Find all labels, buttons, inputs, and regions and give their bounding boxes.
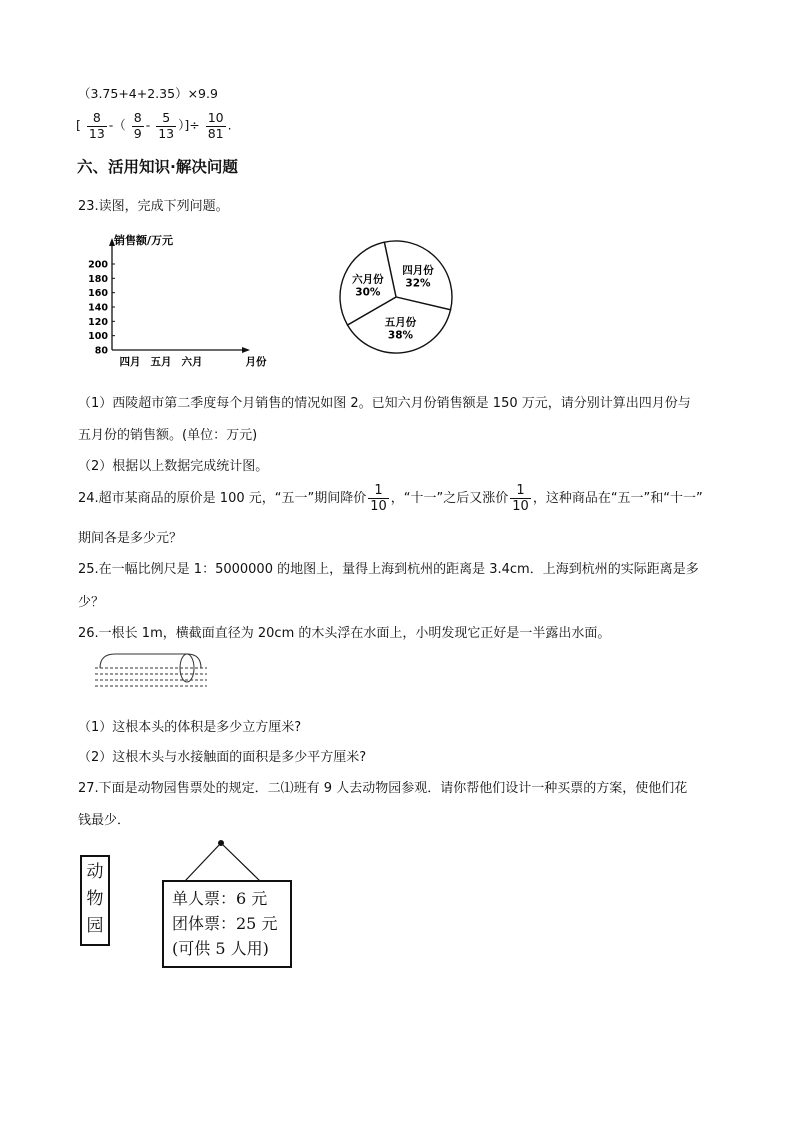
- q27-line1: 27.下面是动物园售票处的规定．二⑴班有 9 人去动物园参观．请你帮他们设计一种买票的方案，使他们花: [78, 781, 688, 796]
- single-ticket-price: 单人票：6 元: [172, 889, 268, 908]
- x-category-label: 五月: [150, 356, 172, 368]
- y-tick-label: 200: [88, 259, 108, 271]
- q26-part1: （1）这根本头的体积是多少立方厘米?: [78, 720, 302, 735]
- log-outline: [100, 654, 201, 668]
- pie-chart: [335, 236, 457, 358]
- q24-fraction-1: $\frac{1}{10}$: [370, 483, 387, 514]
- q26-title: 26.一根长 1m，横截面直径为 20cm 的木头浮在水面上，小明发现它正好是一半露出水面。: [78, 626, 611, 641]
- q24-text-a: 24.超市某商品的原价是 100 元，“五一”期间降价: [78, 491, 367, 506]
- bar-chart: [80, 228, 270, 373]
- pie-slice-percent: 30%: [355, 286, 381, 299]
- q23-part1-line2: 五月份的销售额。(单位：万元): [78, 428, 258, 443]
- y-tick-label: 100: [88, 331, 108, 343]
- left-bracket: [: [76, 117, 81, 133]
- y-tick-label: 180: [88, 273, 108, 285]
- pie-slice-percent: 38%: [387, 329, 414, 342]
- group-ticket-price: 团体票：25 元: [172, 914, 278, 933]
- q27-line2: 钱最少．: [78, 813, 131, 828]
- q24-text-c: ，这种商品在“五一”和“十一”: [532, 491, 703, 506]
- fraction-10-81: $\frac{10}{81}$: [207, 110, 224, 141]
- q24-line2: 期间各是多少元？: [78, 531, 183, 546]
- y-tick-label: 120: [88, 316, 108, 328]
- q24-text-b: ，“十一”之后又涨价: [390, 491, 509, 506]
- water-lines: [95, 668, 207, 686]
- y-tick-label: 80: [94, 345, 108, 357]
- y-tick-label: 140: [88, 302, 108, 314]
- q23-part1-line1: （1）西陵超市第二季度每个月销售的情况如图 2。已知六月份销售额是 150 万元，请分别计算出四月份与: [78, 396, 691, 411]
- board-hanger: [180, 836, 270, 886]
- pie-slice-label: 四月份: [402, 264, 434, 277]
- expression-2: [76, 112, 232, 140]
- ticket-board: [162, 880, 292, 968]
- x-category-label: 四月: [119, 356, 141, 368]
- fraction-8-13: $\frac{8}{13}$: [88, 110, 105, 141]
- q24-fraction-2: $\frac{1}{10}$: [512, 483, 529, 514]
- pie-slice-label: 六月份: [352, 273, 384, 286]
- x-category-label: 六月: [181, 356, 203, 368]
- q23-part2: （2）根据以上数据完成统计图。: [78, 459, 269, 474]
- operator-1: -（: [108, 117, 126, 133]
- q24-line1: [78, 484, 703, 513]
- fraction-5-13: $\frac{5}{13}$: [158, 110, 175, 141]
- zoo-sign-char-3: 园: [86, 916, 104, 936]
- zoo-sign-char-1: 动: [86, 862, 104, 882]
- end-period: .: [227, 117, 232, 133]
- pie-slice-label: 五月份: [384, 316, 417, 329]
- q25-line1: 25.在一幅比例尺是 1：5000000 的地图上，量得上海到杭州的距离是 3.4cm．上海到杭州的实际距离是多: [78, 562, 699, 577]
- floating-log-diagram: [95, 648, 210, 693]
- group-ticket-note: (可供 5 人用): [172, 939, 269, 958]
- operator-3: ）]÷: [178, 117, 200, 133]
- q23-title: 23.读图，完成下列问题。: [78, 199, 229, 214]
- fraction-8-9: $\frac{8}{9}$: [133, 110, 142, 141]
- q26-part2: （2）这根木头与水接触面的面积是多少平方厘米?: [78, 750, 367, 765]
- expression-1: （3.75+4+2.35）×9.9: [78, 86, 218, 101]
- zoo-sign: [80, 855, 110, 946]
- y-axis-label: 销售额/万元: [114, 234, 174, 247]
- zoo-sign-char-2: 物: [86, 889, 104, 909]
- operator-2: -: [145, 117, 151, 133]
- x-axis-arrow: [242, 347, 250, 353]
- x-axis-label: 月份: [245, 356, 267, 368]
- q25-line2: 少？: [78, 595, 105, 610]
- y-tick-label: 160: [88, 288, 108, 300]
- section-title: 六、活用知识·解决问题: [77, 158, 238, 176]
- pie-slice-percent: 32%: [405, 277, 431, 290]
